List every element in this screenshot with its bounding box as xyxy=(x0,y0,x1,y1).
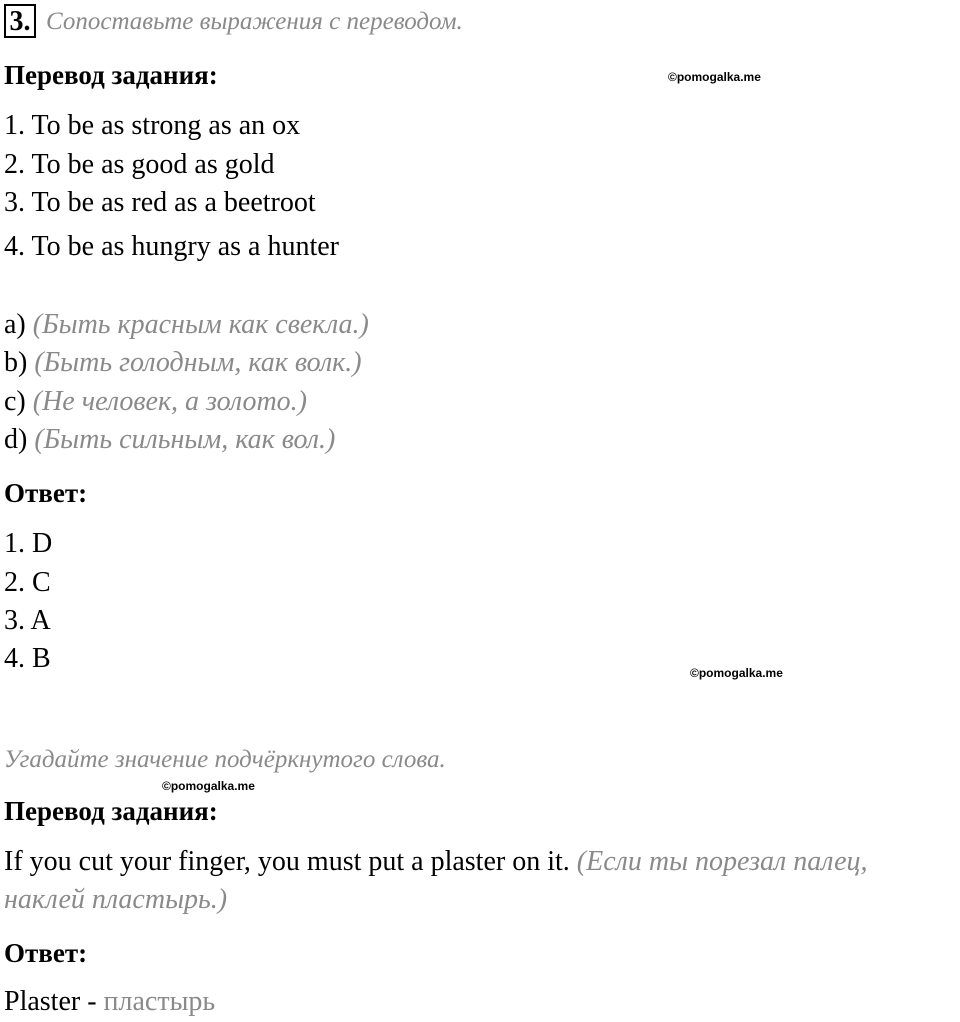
exercise-number: 3. xyxy=(4,4,36,38)
answer-translation: пластырь xyxy=(103,986,216,1017)
exercise-instruction: Сопоставьте выражения с переводом. xyxy=(46,8,463,35)
option-item xyxy=(4,386,307,418)
list-item: 4. To be as hungry as a hunter xyxy=(4,231,340,262)
sentence-translation-continued: наклей пластырь.) xyxy=(4,884,228,915)
option-translation: (Быть голодным, как волк.) xyxy=(34,347,362,378)
answer-item: 3. A xyxy=(4,605,51,636)
option-translation: (Быть сильным, как вол.) xyxy=(34,424,336,455)
exercise-instruction: Угадайте значение подчёркнутого слова. xyxy=(4,746,446,773)
answer-item: 1. D xyxy=(4,528,53,559)
watermark: ©pomogalka.me xyxy=(690,666,783,680)
option-item xyxy=(4,424,335,456)
sentence-translation: (Если ты порезал палец, xyxy=(576,846,868,877)
list-item: 2. To be as good as gold xyxy=(4,149,275,180)
watermark: ©pomogalka.me xyxy=(668,70,761,84)
answer-heading: Ответ: xyxy=(4,478,88,508)
list-item: 3. To be as red as a beetroot xyxy=(4,187,316,218)
answer-heading: Ответ: xyxy=(4,938,88,968)
option-item xyxy=(4,347,362,379)
option-item xyxy=(4,309,369,341)
answer-item: 2. C xyxy=(4,567,51,598)
option-translation: (Быть красным как свекла.) xyxy=(32,309,369,340)
translation-heading: Перевод задания: xyxy=(4,796,218,826)
option-translation: (Не человек, а золото.) xyxy=(32,386,308,417)
answer-line xyxy=(4,986,215,1018)
option-letter: d) xyxy=(4,424,28,455)
option-letter: c) xyxy=(4,386,26,417)
answer-word: Plaster - xyxy=(4,986,104,1017)
english-sentence: If you cut your finger, you must put a plaster on it. xyxy=(4,846,570,877)
translation-heading: Перевод задания: xyxy=(4,60,218,90)
sentence-line xyxy=(4,846,868,878)
list-item: 1. To be as strong as an ox xyxy=(4,110,301,141)
option-letter: b) xyxy=(4,347,28,378)
watermark: ©pomogalka.me xyxy=(162,779,255,793)
answer-item: 4. B xyxy=(4,643,51,674)
option-letter: a) xyxy=(4,309,26,340)
